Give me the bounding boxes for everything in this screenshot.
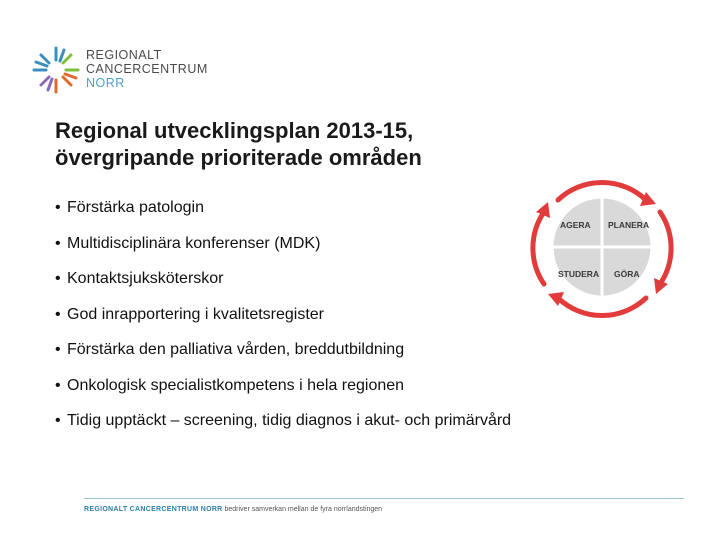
- footer-brand: REGIONALT CANCERCENTRUM NORR: [84, 506, 223, 513]
- title-line-1: Regional utvecklingsplan 2013-15,: [55, 118, 414, 143]
- footer: [84, 506, 382, 513]
- bullet-item: • Tidig upptäckt – screening, tidig diagnos i akut- och primärvård: [55, 412, 512, 429]
- bullet-item: • God inrapportering i kvalitetsregister: [55, 305, 325, 323]
- bullet-text: God inrapportering i kvalitetsregister: [67, 305, 325, 323]
- bullet-text: Förstärka patologin: [67, 199, 204, 216]
- quadrant-agera: AGERA: [560, 220, 591, 230]
- bullet-text: Onkologisk specialistkompetens i hela regionen: [67, 376, 405, 394]
- rcc-logo-icon: [30, 44, 82, 96]
- logo-line-3: NORR: [86, 76, 125, 90]
- bullet-text: Förstärka den palliativa vården, breddutbildning: [67, 341, 405, 358]
- logo-line-1: REGIONALT: [86, 48, 162, 62]
- bullet-text: Multidisciplinära konferenser (MDK): [67, 234, 321, 252]
- logo-line-2: CANCERCENTRUM: [86, 62, 208, 76]
- bullet-item: • Onkologisk specialistkompetens i hela regionen: [55, 376, 405, 394]
- quadrant-studera: STUDERA: [558, 269, 600, 279]
- logo-text: [86, 48, 208, 90]
- quadrant-gora: GÖRA: [614, 269, 640, 279]
- bullet-item: • Förstärka patologin: [55, 199, 204, 216]
- title-line-2: övergripande prioriterade områden: [55, 145, 422, 170]
- bullet-item: • Multidisciplinära konferenser (MDK): [55, 234, 321, 252]
- footer-divider: [84, 498, 684, 499]
- quadrant-planera: PLANERA: [608, 220, 650, 230]
- footer-text: bedriver samverkan mellan de fyra norrlandstingen: [222, 506, 383, 513]
- bullet-item: • Förstärka den palliativa vården, breddutbildning: [55, 341, 405, 358]
- logo: [30, 44, 208, 100]
- slide-title: [55, 117, 535, 171]
- pdsa-cycle-diagram: [528, 172, 676, 322]
- bullet-item: • Kontaktsjuksköterskor: [55, 270, 224, 287]
- bullet-text: Tidig upptäckt – screening, tidig diagnos i akut- och primärvård: [67, 412, 512, 429]
- bullet-text: Kontaktsjuksköterskor: [67, 270, 224, 287]
